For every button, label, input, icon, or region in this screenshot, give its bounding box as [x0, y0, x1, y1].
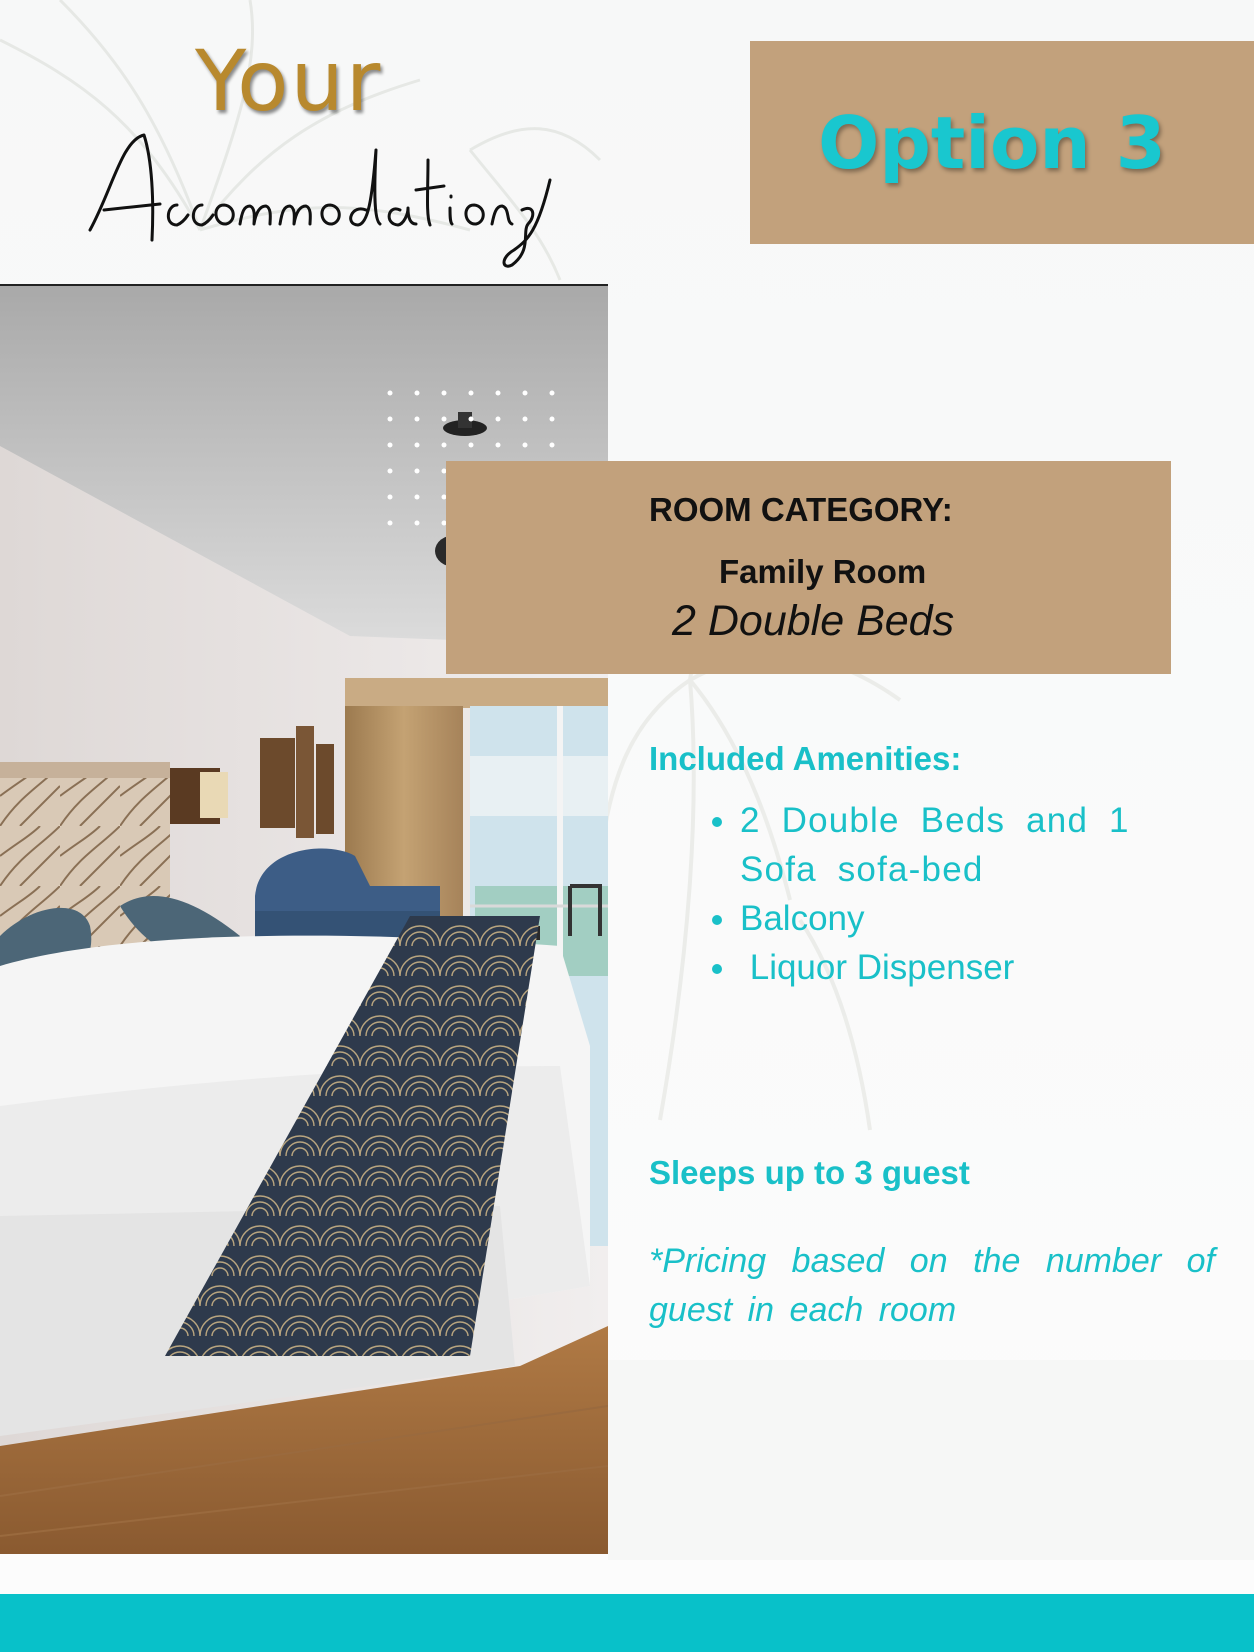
option-label: Option 3: [818, 100, 1166, 185]
footer-bar: [0, 1594, 1254, 1652]
room-category-box: [446, 461, 1171, 674]
pricing-note: *Pricing based on the number of guest in each room: [649, 1242, 1215, 1329]
amenity-item: 2 Double Beds and 1 Sofa sofa-bed: [712, 796, 1212, 894]
amenities-list: [712, 796, 1212, 992]
room-beds: 2 Double Beds: [672, 597, 955, 645]
room-category-label: ROOM CATEGORY:: [649, 491, 953, 528]
title-your: Your: [195, 32, 383, 130]
sleeps-capacity: Sleeps up to 3 guest: [649, 1154, 970, 1191]
option-banner: [750, 41, 1254, 244]
title-accommodations-script: [82, 120, 552, 270]
amenity-item: Balcony: [712, 894, 1212, 943]
amenities-heading: Included Amenities:: [649, 740, 962, 777]
room-name: Family Room: [719, 553, 927, 590]
amenity-item: Liquor Dispenser: [712, 943, 1212, 992]
